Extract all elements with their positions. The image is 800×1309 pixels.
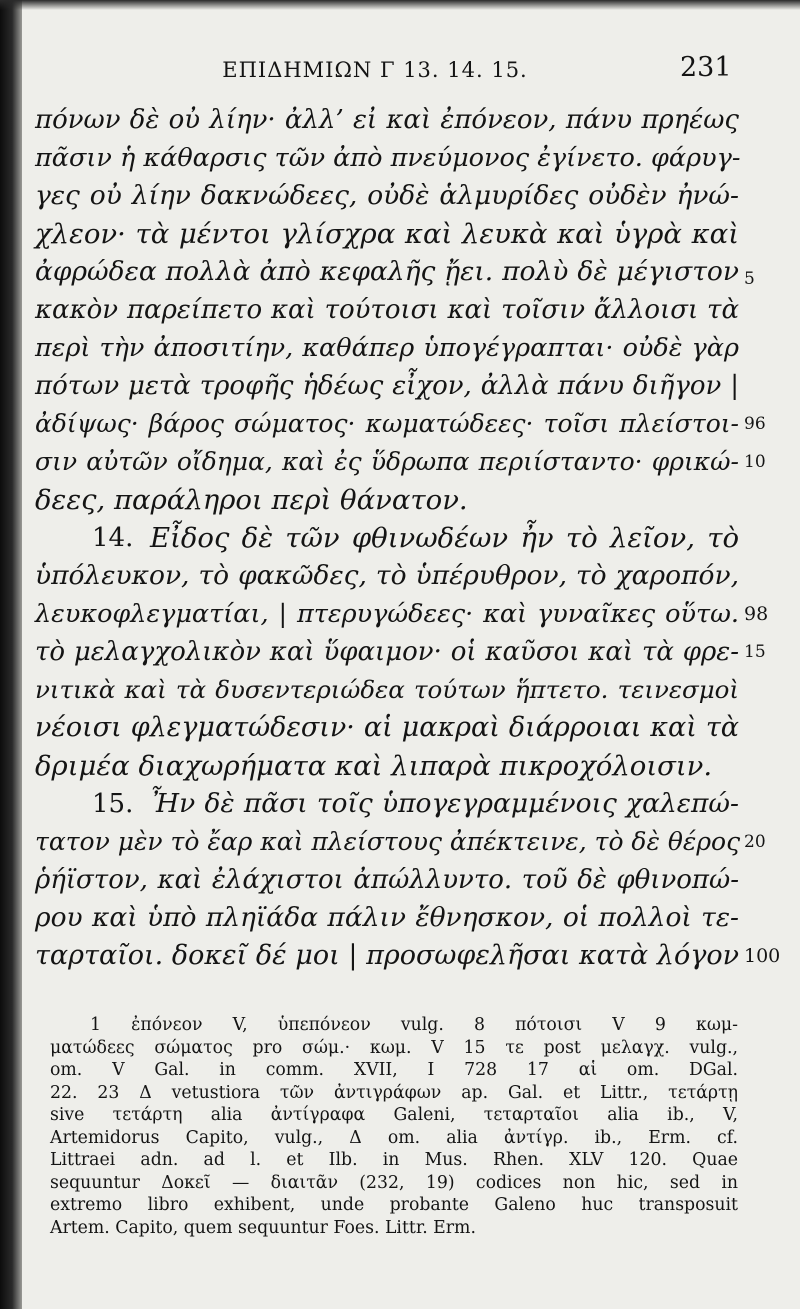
- footnote-line: sive τετάρτη alia ἀντίγραφα Galeni, τεταρταῖοι alia ib., V,: [50, 1105, 738, 1125]
- text-line: Εἶδος δὲ τῶν φθινωδέων ἦν τὸ λεῖον, τὸ: [150, 522, 739, 554]
- page-ref-100: 100: [744, 945, 781, 967]
- text-line: πόνων δὲ οὐ λίην· ἀλλ’ εἰ καὶ ἐπόνεον, πάνυ πρηέως: [35, 105, 739, 135]
- critical-apparatus: [50, 1014, 738, 1239]
- text-line: ῥήϊστον, καὶ ἐλάχιστοι ἀπώλλυντο. τοῦ δὲ φθινοπώ-: [35, 865, 739, 895]
- text-line: γες οὐ λίην δακνώδεες, οὐδὲ ἁλμυρίδες οὐδὲν ἠνώ-: [35, 180, 739, 211]
- page-ref-98: 98: [744, 603, 769, 625]
- footnote-line: extremo libro exhibent, unde probante Galeno huc transposuit: [50, 1195, 738, 1215]
- text-line: πᾶσιν ἡ κάθαρσις τῶν ἀπὸ πνεύμονος ἐγίνετο. φάρυγ-: [35, 143, 741, 173]
- text-line: περὶ τὴν ἀποσιτίην, καθάπερ ὑπογέγραπται· οὐδὲ γὰρ: [35, 333, 739, 363]
- page-ref-96: 96: [744, 414, 766, 434]
- text-line: τατον μὲν τὸ ἔαρ καὶ πλείστους ἀπέκτεινε, τὸ δὲ θέρος: [35, 827, 741, 856]
- scan-shadow-edge: [0, 0, 22, 1309]
- text-line: πότων μετὰ τροφῆς ἡδέως εἶχον, ἀλλὰ πάνυ διῆγον |: [35, 371, 739, 401]
- text-line: Ἦν δὲ πᾶσι τοῖς ὑπογεγραμμένοις χαλεπώ-: [150, 788, 739, 819]
- text-line: δριμέα διαχωρήματα καὶ λιπαρὰ πικροχόλοισιν.: [35, 750, 713, 782]
- footnote-line: om. V Gal. in comm. XVII, I 728 17 αἱ om. DGal.: [50, 1060, 738, 1080]
- section-number-15: 15.: [92, 789, 134, 819]
- line-number-15: 15: [744, 642, 766, 662]
- text-line: ἀδίψως· βάρος σώματος· κωματώδεες· τοῖσι πλείστοι-: [35, 409, 739, 438]
- footnote-line: Littraei adn. ad l. et Ilb. in Mus. Rhen. XLV 120. Quae: [50, 1150, 738, 1170]
- text-line: λευκοφλεγματίαι, | πτερυγώδεες· καὶ γυναῖκες οὕτω.: [35, 599, 739, 629]
- footnote-line: 22. 23 Δ vetustiora τῶν ἀντιγράφων ap. Gal. et Littr., τετάρτῃ: [50, 1082, 738, 1103]
- scan-shadow-top: [0, 0, 800, 10]
- footnote-line: 1 ἐπόνεον V, ὑπεπόνεον vulg. 8 πότοισι V 9 κωμ-: [90, 1015, 738, 1035]
- text-line: χλεον· τὰ μέντοι γλίσχρα καὶ λευκὰ καὶ ὑγρὰ καὶ: [35, 218, 739, 250]
- text-line: νιτικὰ καὶ τὰ δυσεντεριώδεα τούτων ἥπτετο. τεινεσμοὶ: [35, 675, 739, 704]
- text-line: τὸ μελαγχολικὸν καὶ ὕφαιμον· οἱ καῦσοι καὶ τὰ φρε-: [35, 637, 739, 667]
- footnote-line: sequuntur Δοκεῖ — διαιτᾶν (232, 19) codices non hic, sed in: [50, 1172, 738, 1193]
- line-number-20: 20: [744, 832, 766, 852]
- text-line: δεες, παράληροι περὶ θάνατον.: [35, 484, 468, 516]
- text-line: κακὸν παρείπετο καὶ τούτοισι καὶ τοῖσιν ἄλλοισι τὰ: [35, 295, 739, 325]
- text-line: ταρταῖοι. δοκεῖ δέ μοι | προσωφελῆσαι κατὰ λόγον: [35, 940, 739, 971]
- page-number: 231: [680, 52, 732, 83]
- footnote-line: ματώδεες σώματος pro σώμ.· κωμ. V 15 τε post μελαγχ. vulg.,: [50, 1037, 738, 1058]
- section-number-14: 14.: [92, 523, 134, 553]
- line-number-5: 5: [744, 269, 755, 289]
- line-number-10: 10: [744, 452, 766, 472]
- text-line: σιν αὐτῶν οἴδημα, καὶ ἐς ὕδρωπα περιίσταντο· φρικώ-: [35, 447, 739, 476]
- text-line: ὑπόλευκον, τὸ φακῶδες, τὸ ὑπέρυθρον, τὸ χαροπόν,: [35, 560, 739, 591]
- text-line: ρου καὶ ὑπὸ πληϊάδα πάλιν ἔθνησκον, οἱ πολλοὶ τε-: [35, 902, 739, 933]
- running-header: ΕΠΙΔΗΜΙΩΝ Γ 13. 14. 15.: [222, 58, 528, 82]
- text-line: νέοισι φλεγματώδεσιν· αἱ μακραὶ διάρροιαι καὶ τὰ: [35, 712, 739, 743]
- footnote-line: Artemidorus Capito, vulg., Δ om. alia ἀντίγρ. ib., Erm. cf.: [50, 1127, 738, 1148]
- footnote-line: Artem. Capito, quem sequuntur Foes. Littr. Erm.: [50, 1217, 476, 1238]
- text-line: ἀφρώδεα πολλὰ ἀπὸ κεφαλῆς ᾔει. πολὺ δὲ μέγιστον: [35, 256, 739, 287]
